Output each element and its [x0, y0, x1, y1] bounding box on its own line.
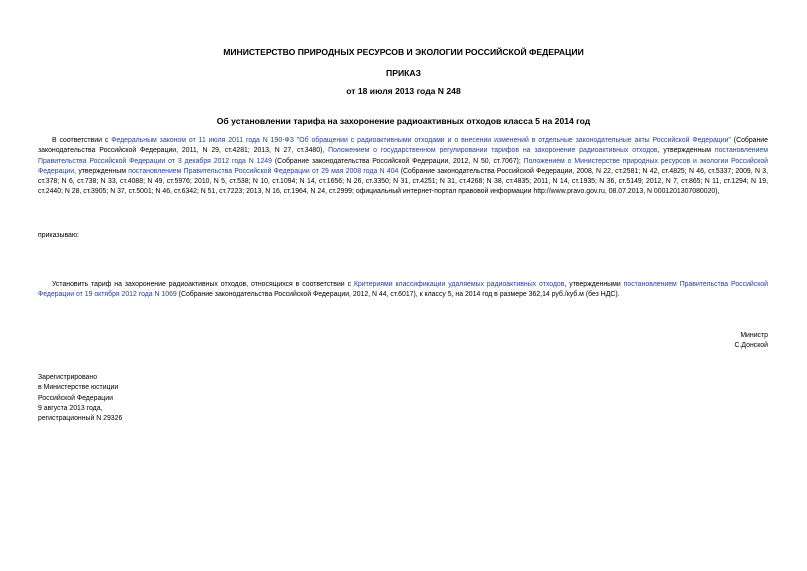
signature-name: С.Донской: [734, 342, 768, 350]
registration-block: [38, 373, 122, 424]
preamble-text-5: , утвержденным: [74, 167, 129, 175]
body-text-2: , утвержденными: [564, 281, 624, 288]
registration-line-2: в Министерстве юстиции: [38, 384, 119, 392]
registration-line-5: регистрационный N 29326: [38, 415, 123, 423]
registration-line-1: Зарегистрировано: [38, 374, 98, 381]
signature-title: Министр: [740, 332, 768, 339]
preamble-text-3: , утвержденным: [657, 147, 715, 155]
registration-line-3: Российской Федерации: [38, 394, 113, 402]
decree-1249-link[interactable]: постановлением Правительства Российской Федерации от 3 декабря 2012 года N 1249: [38, 147, 768, 165]
document-type: ПРИКАЗ: [386, 68, 421, 78]
federal-law-link[interactable]: Федеральным законом от 11 июля 2011 года N 190-ФЗ "Об обращении с радиоактивными отходами и о внесении изменений в отдельные законодательные акты Российской Федерации": [111, 137, 731, 144]
body-text-1: Установить тариф на захоронение радиоактивных отходов, относящихся в соответствии с: [52, 281, 354, 288]
document-subject: Об установлении тарифа на захоронение радиоактивных отходов класса 5 на 2014 год: [216, 116, 591, 126]
body-paragraph: [38, 280, 768, 301]
document-date-number: от 18 июля 2013 года N 248: [346, 86, 461, 96]
preamble-text-6: (Собрание законодательства Российской Федерации, 2008, N 22, ст.2581; N 42, ст.4825; N 46, ст.5337; 2009, N 3, ст.378; N 6, ст.738; N 33, ст.4088; N 49, ст.5976; 2010, N 5, ст.538; N 10, ст.1094; N 14, ст.1656; N 26, ст.3350; N 31, ст.4251; N 31, ст.4268; N 38, ст.4835; 2011, N 14, ст.1935; N 36, ст.5149; 2012, N 7, ст.865; N 11, ст.1294; N 19, ст.2440; N 28, ст.3905; N 37, ст.5001; N 46, ст.6342; N 51, ст.7223; 2013, N 16, ст.1964, N 24, ст.2999; официальный интернет-портал правовой информации http://www.pravo.gov.ru, 08.07.2013, N 0001201307080020),: [38, 167, 768, 196]
registration-line-4: 9 августа 2013 года,: [38, 404, 103, 412]
ministry-regulation-link[interactable]: Положением о Министерстве природных ресурсов и экологии Российской Федерации: [38, 157, 769, 175]
ministry-heading: МИНИСТЕРСТВО ПРИРОДНЫХ РЕСУРСОВ И ЭКОЛОГИИ РОССИЙСКОЙ ФЕДЕРАЦИИ: [223, 47, 584, 57]
preamble-paragraph: [38, 136, 768, 198]
signature-block: [735, 331, 769, 352]
decree-404-link[interactable]: постановлением Правительства Российской Федерации от 29 мая 2008 года N 404: [128, 167, 399, 175]
classification-criteria-link[interactable]: Критериями классификации удаляемых радиоактивных отходов: [353, 281, 565, 288]
preamble-text-2: (Собрание законодательства Российской Федерации, 2011, N 29, ст.4281; 2013, N 27, ст.3480),: [38, 137, 768, 155]
decree-1069-link[interactable]: постановлением Правительства Российской Федерации от 19 октября 2012 года N 1069: [38, 281, 768, 299]
preamble-text-1: В соответствии с: [52, 137, 112, 144]
order-word: приказываю:: [38, 232, 79, 239]
body-text-3: (Собрание законодательства Российской Федерации, 2012, N 44, ст.6017), к классу 5, на 2014 год в размере 362,14 руб./куб.м (без НДС).: [176, 291, 620, 299]
tariff-regulation-link[interactable]: Положением о государственном регулировании тарифов на захоронение радиоактивных отходов: [328, 147, 658, 155]
preamble-text-4: (Собрание законодательства Российской Федерации, 2012, N 50, ст.7067);: [271, 157, 524, 165]
